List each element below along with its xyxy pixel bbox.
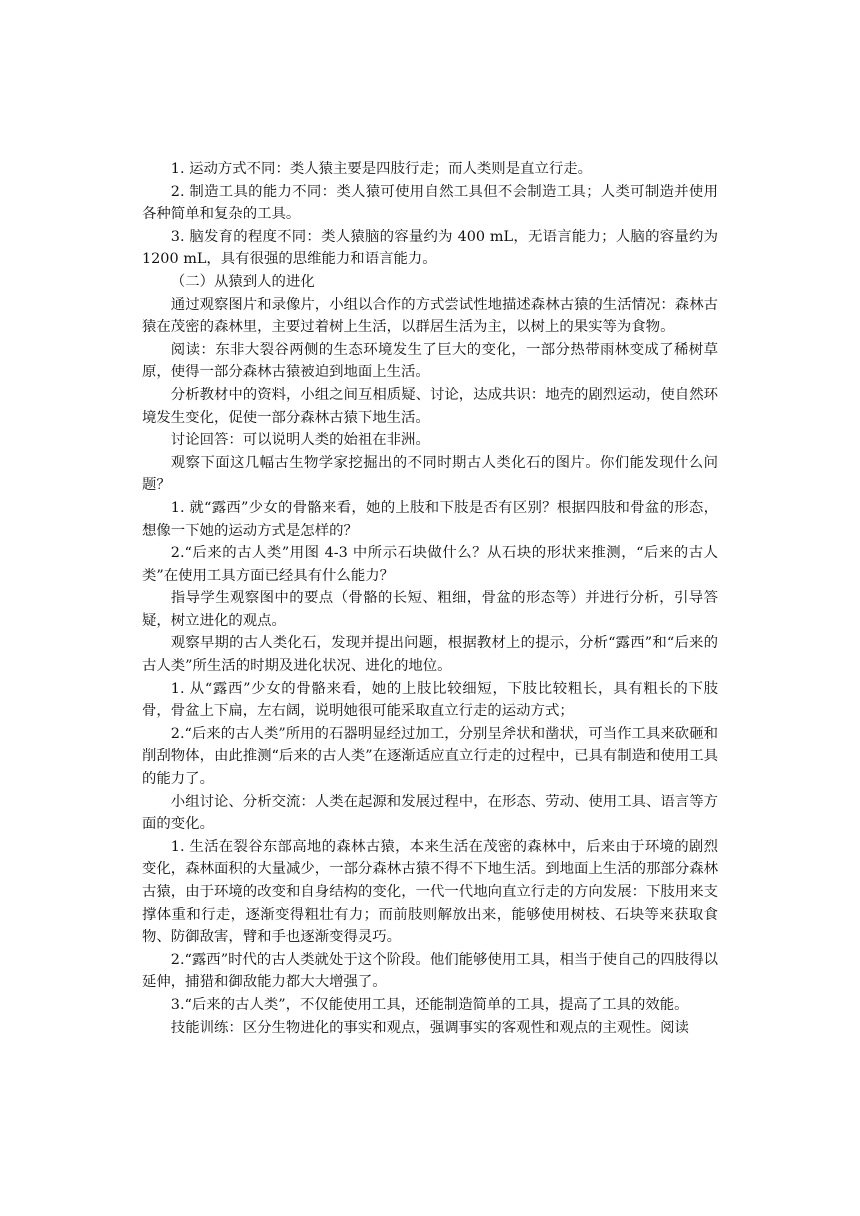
paragraph: 观察下面这几幅古生物学家挖掘出的不同时期古人类化石的图片。你们能发现什么问题？ — [142, 454, 718, 494]
paragraph: 2.“露西”时代的古人类就处于这个阶段。他们能够使用工具，相当于使自己的四肢得以延伸，捕猎和御敌能力都大大增强了。 — [142, 951, 718, 991]
paragraph: 2.“后来的古人类”所用的石器明显经过加工，分别呈斧状和凿状，可当作工具来砍砸和削刮物体，由此推测“后来的古人类”在逐渐适应直立行走的过程中，已具有制造和使用工具的能力了。 — [142, 725, 718, 788]
paragraph: 3.“后来的古人类”，不仅能使用工具，还能制造简单的工具，提高了工具的效能。 — [170, 996, 689, 1013]
document-body — [142, 158, 718, 1039]
paragraph: 1. 生活在裂谷东部高地的森林古猿，本来生活在茂密的森林中，后来由于环境的剧烈变化，森林面积的大量减少，一部分森林古猿不得不下地生活。到地面上生活的那部分森林古猿，由于环境的改变和自身结构的变化，一代一代地向直立行走的方向发展：下肢用来支撑体重和行走，逐渐变得粗壮有力；而前肢则解放出来，能够使用树枝、石块等来获取食物、防御敌害，臂和手也逐渐变得灵巧。 — [142, 838, 718, 946]
paragraph: 指导学生观察图中的要点（骨骼的长短、粗细，骨盆的形态等）并进行分析，引导答疑，树立进化的观点。 — [142, 590, 718, 629]
paragraph: 分析教材中的资料，小组之间互相质疑、讨论，达成共识：地壳的剧烈运动，使自然环境发生变化，促使一部分森林古猿下地生活。 — [142, 386, 718, 426]
paragraph: 观察早期的古人类化石，发现并提出问题，根据教材上的提示，分析“露西”和“后来的古人类”所生活的时期及进化状况、进化的地位。 — [142, 635, 718, 675]
section-heading: （二）从猿到人的进化 — [170, 273, 315, 290]
paragraph: 1. 就“露西”少女的骨骼来看，她的上肢和下肢是否有区别？根据四肢和骨盆的形态，想像一下她的运动方式是怎样的？ — [142, 499, 718, 539]
paragraph: 阅读：东非大裂谷两侧的生态环境发生了巨大的变化，一部分热带雨林变成了稀树草原，使得一部分森林古猿被迫到地面上生活。 — [142, 341, 718, 381]
paragraph: 3. 脑发育的程度不同：类人猿脑的容量约为 400 mL，无语言能力；人脑的容量约为 1200 mL，具有很强的思维能力和语言能力。 — [142, 228, 719, 268]
paragraph: 2.“后来的古人类”用图 4-3 中所示石块做什么？从石块的形状来推测，“后来的古人类”在使用工具方面已经具有什么能力？ — [142, 545, 718, 584]
paragraph: 1. 运动方式不同：类人猿主要是四肢行走；而人类则是直立行走。 — [170, 161, 593, 177]
paragraph: 2. 制造工具的能力不同：类人猿可使用自然工具但不会制造工具；人类可制造并使用各种简单和复杂的工具。 — [142, 183, 718, 223]
paragraph: 技能训练：区分生物进化的事实和观点，强调事实的客观性和观点的主观性。阅读 — [170, 1019, 689, 1036]
paragraph: 通过观察图片和录像片，小组以合作的方式尝试性地描述森林古猿的生活情况：森林古猿在茂密的森林里，主要过着树上生活，以群居生活为主，以树上的果实等为食物。 — [142, 296, 718, 336]
paragraph: 小组讨论、分析交流：人类在起源和发展过程中，在形态、劳动、使用工具、语言等方面的变化。 — [142, 793, 718, 833]
paragraph: 讨论回答：可以说明人类的始祖在非洲。 — [170, 432, 430, 449]
paragraph: 1. 从“露西”少女的骨骼来看，她的上肢比较细短，下肢比较粗长，具有粗长的下肢骨，骨盆上下扁，左右阔，说明她很可能采取直立行走的运动方式； — [142, 680, 718, 720]
